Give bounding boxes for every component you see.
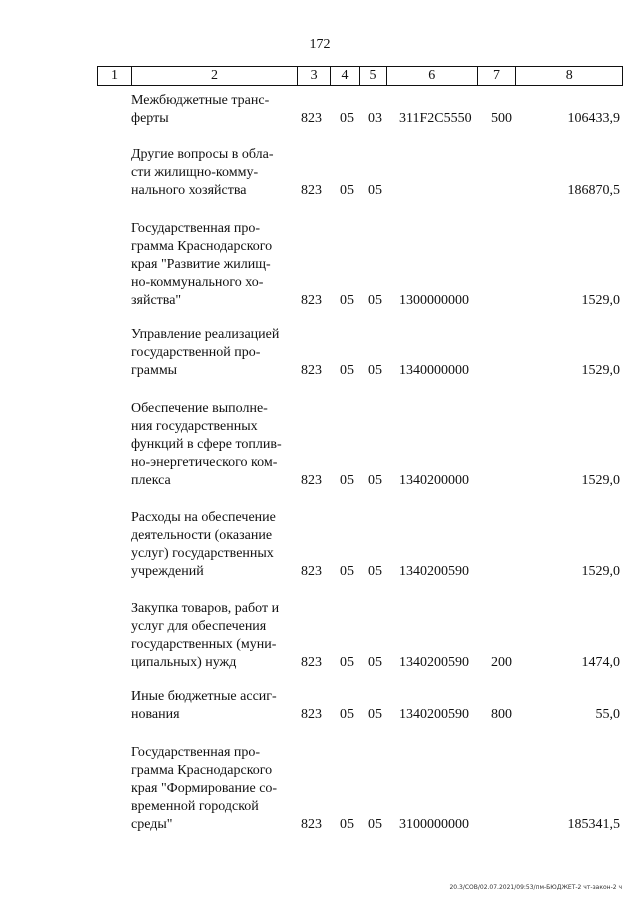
cell-col-6: 1300000000 xyxy=(399,293,469,308)
cell-col-4: 05 xyxy=(340,111,354,126)
page-number: 172 xyxy=(309,37,331,52)
row-name-line: зяйства" xyxy=(131,293,182,308)
cell-col-4: 05 xyxy=(340,363,354,378)
row-name-line: Управление реализацией xyxy=(131,327,280,342)
cell-col-3: 823 xyxy=(301,707,322,722)
row-name-line: но-энергетического ком- xyxy=(131,455,278,470)
cell-col-5: 03 xyxy=(368,111,382,126)
header-col-2: 2 xyxy=(132,67,298,85)
cell-col-5: 05 xyxy=(368,564,382,579)
row-name-line: Иные бюджетные ассиг- xyxy=(131,689,277,704)
row-name-line: Межбюджетные транс- xyxy=(131,93,270,108)
row-name-line: края "Формирование со- xyxy=(131,781,278,796)
cell-col-5: 05 xyxy=(368,655,382,670)
cell-col-7: 800 xyxy=(491,707,512,722)
cell-col-3: 823 xyxy=(301,111,322,126)
row-name-line: функций в сфере топлив- xyxy=(131,437,282,452)
row-name-line: грамма Краснодарского xyxy=(131,239,273,254)
cell-col-6: 1340200000 xyxy=(399,473,469,488)
cell-col-8: 55,0 xyxy=(595,707,620,722)
header-col-1: 1 xyxy=(98,67,132,85)
row-name-line: государственной про- xyxy=(131,345,261,360)
row-name-line: края "Развитие жилищ- xyxy=(131,257,271,272)
cell-col-4: 05 xyxy=(340,183,354,198)
cell-col-3: 823 xyxy=(301,564,322,579)
cell-col-6: 1340200590 xyxy=(399,564,469,579)
row-name-line: государственных (муни- xyxy=(131,637,277,652)
cell-col-6: 1340000000 xyxy=(399,363,469,378)
cell-col-5: 05 xyxy=(368,473,382,488)
row-name-line: Закупка товаров, работ и xyxy=(131,601,280,616)
row-name-line: Государственная про- xyxy=(131,745,261,760)
header-col-7: 7 xyxy=(478,67,517,85)
cell-col-8: 1529,0 xyxy=(581,293,620,308)
cell-col-8: 1529,0 xyxy=(581,363,620,378)
row-name-line: Другие вопросы в обла- xyxy=(131,147,274,162)
cell-col-4: 05 xyxy=(340,473,354,488)
cell-col-5: 05 xyxy=(368,363,382,378)
row-name-line: услуг) государственных xyxy=(131,546,274,561)
header-col-6: 6 xyxy=(387,67,478,85)
cell-col-8: 186870,5 xyxy=(567,183,620,198)
row-name-line: услуг для обеспечения xyxy=(131,619,267,634)
row-name xyxy=(131,92,297,128)
row-name-line: Государственная про- xyxy=(131,221,261,236)
header-col-4: 4 xyxy=(331,67,360,85)
row-name-line: сти жилищно-комму- xyxy=(131,165,259,180)
cell-col-3: 823 xyxy=(301,473,322,488)
cell-col-4: 05 xyxy=(340,564,354,579)
cell-col-4: 05 xyxy=(340,707,354,722)
row-name-line: временной городской xyxy=(131,799,259,814)
cell-col-8: 1529,0 xyxy=(581,473,620,488)
cell-col-4: 05 xyxy=(340,817,354,832)
cell-col-8: 1529,0 xyxy=(581,564,620,579)
header-col-8: 8 xyxy=(565,68,573,83)
cell-col-5: 05 xyxy=(368,707,382,722)
header-col-3: 3 xyxy=(298,67,331,85)
cell-col-7: 500 xyxy=(491,111,512,126)
row-name xyxy=(131,744,297,834)
cell-col-3: 823 xyxy=(301,655,322,670)
row-name-line: деятельности (оказание xyxy=(131,528,273,543)
row-name xyxy=(131,509,297,581)
row-name xyxy=(131,326,297,380)
row-name-line: нования xyxy=(131,707,180,722)
row-name-line: плекса xyxy=(131,473,171,488)
cell-col-7: 200 xyxy=(491,655,512,670)
cell-col-4: 05 xyxy=(340,293,354,308)
row-name-line: среды" xyxy=(131,817,173,832)
cell-col-3: 823 xyxy=(301,293,322,308)
cell-col-8: 106433,9 xyxy=(567,111,620,126)
row-name-line: граммы xyxy=(131,363,178,378)
cell-col-4: 05 xyxy=(340,655,354,670)
row-name xyxy=(131,146,297,200)
row-name xyxy=(131,400,297,490)
row-name-line: учреждений xyxy=(131,564,204,579)
cell-col-5: 05 xyxy=(368,817,382,832)
row-name-line: нального хозяйства xyxy=(131,183,247,198)
row-name-line: но-коммунального хо- xyxy=(131,275,264,290)
cell-col-6: 3100000000 xyxy=(399,817,469,832)
cell-col-8: 1474,0 xyxy=(581,655,620,670)
cell-col-6: 1340200590 xyxy=(399,707,469,722)
cell-col-8: 185341,5 xyxy=(567,817,620,832)
row-name-line: грамма Краснодарского xyxy=(131,763,273,778)
cell-col-3: 823 xyxy=(301,363,322,378)
row-name-line: ципальных) нужд xyxy=(131,655,237,670)
cell-col-5: 05 xyxy=(368,293,382,308)
cell-col-6: 1340200590 xyxy=(399,655,469,670)
header-col-5: 5 xyxy=(360,67,387,85)
row-name-line: Обеспечение выполне- xyxy=(131,401,268,416)
row-name xyxy=(131,220,297,310)
cell-col-3: 823 xyxy=(301,817,322,832)
row-name xyxy=(131,600,297,672)
footer-stamp: 20.3/СОВ/02.07.2021/09:53/пм-БЮДЖЕТ-2 чт-закон-2 ч xyxy=(449,884,622,891)
row-name-line: ферты xyxy=(131,111,169,126)
row-name-line: ния государственных xyxy=(131,419,258,434)
row-name-line: Расходы на обеспечение xyxy=(131,510,276,525)
cell-col-5: 05 xyxy=(368,183,382,198)
row-name xyxy=(131,688,297,724)
cell-col-6: 311F2C5550 xyxy=(399,111,472,126)
cell-col-3: 823 xyxy=(301,183,322,198)
